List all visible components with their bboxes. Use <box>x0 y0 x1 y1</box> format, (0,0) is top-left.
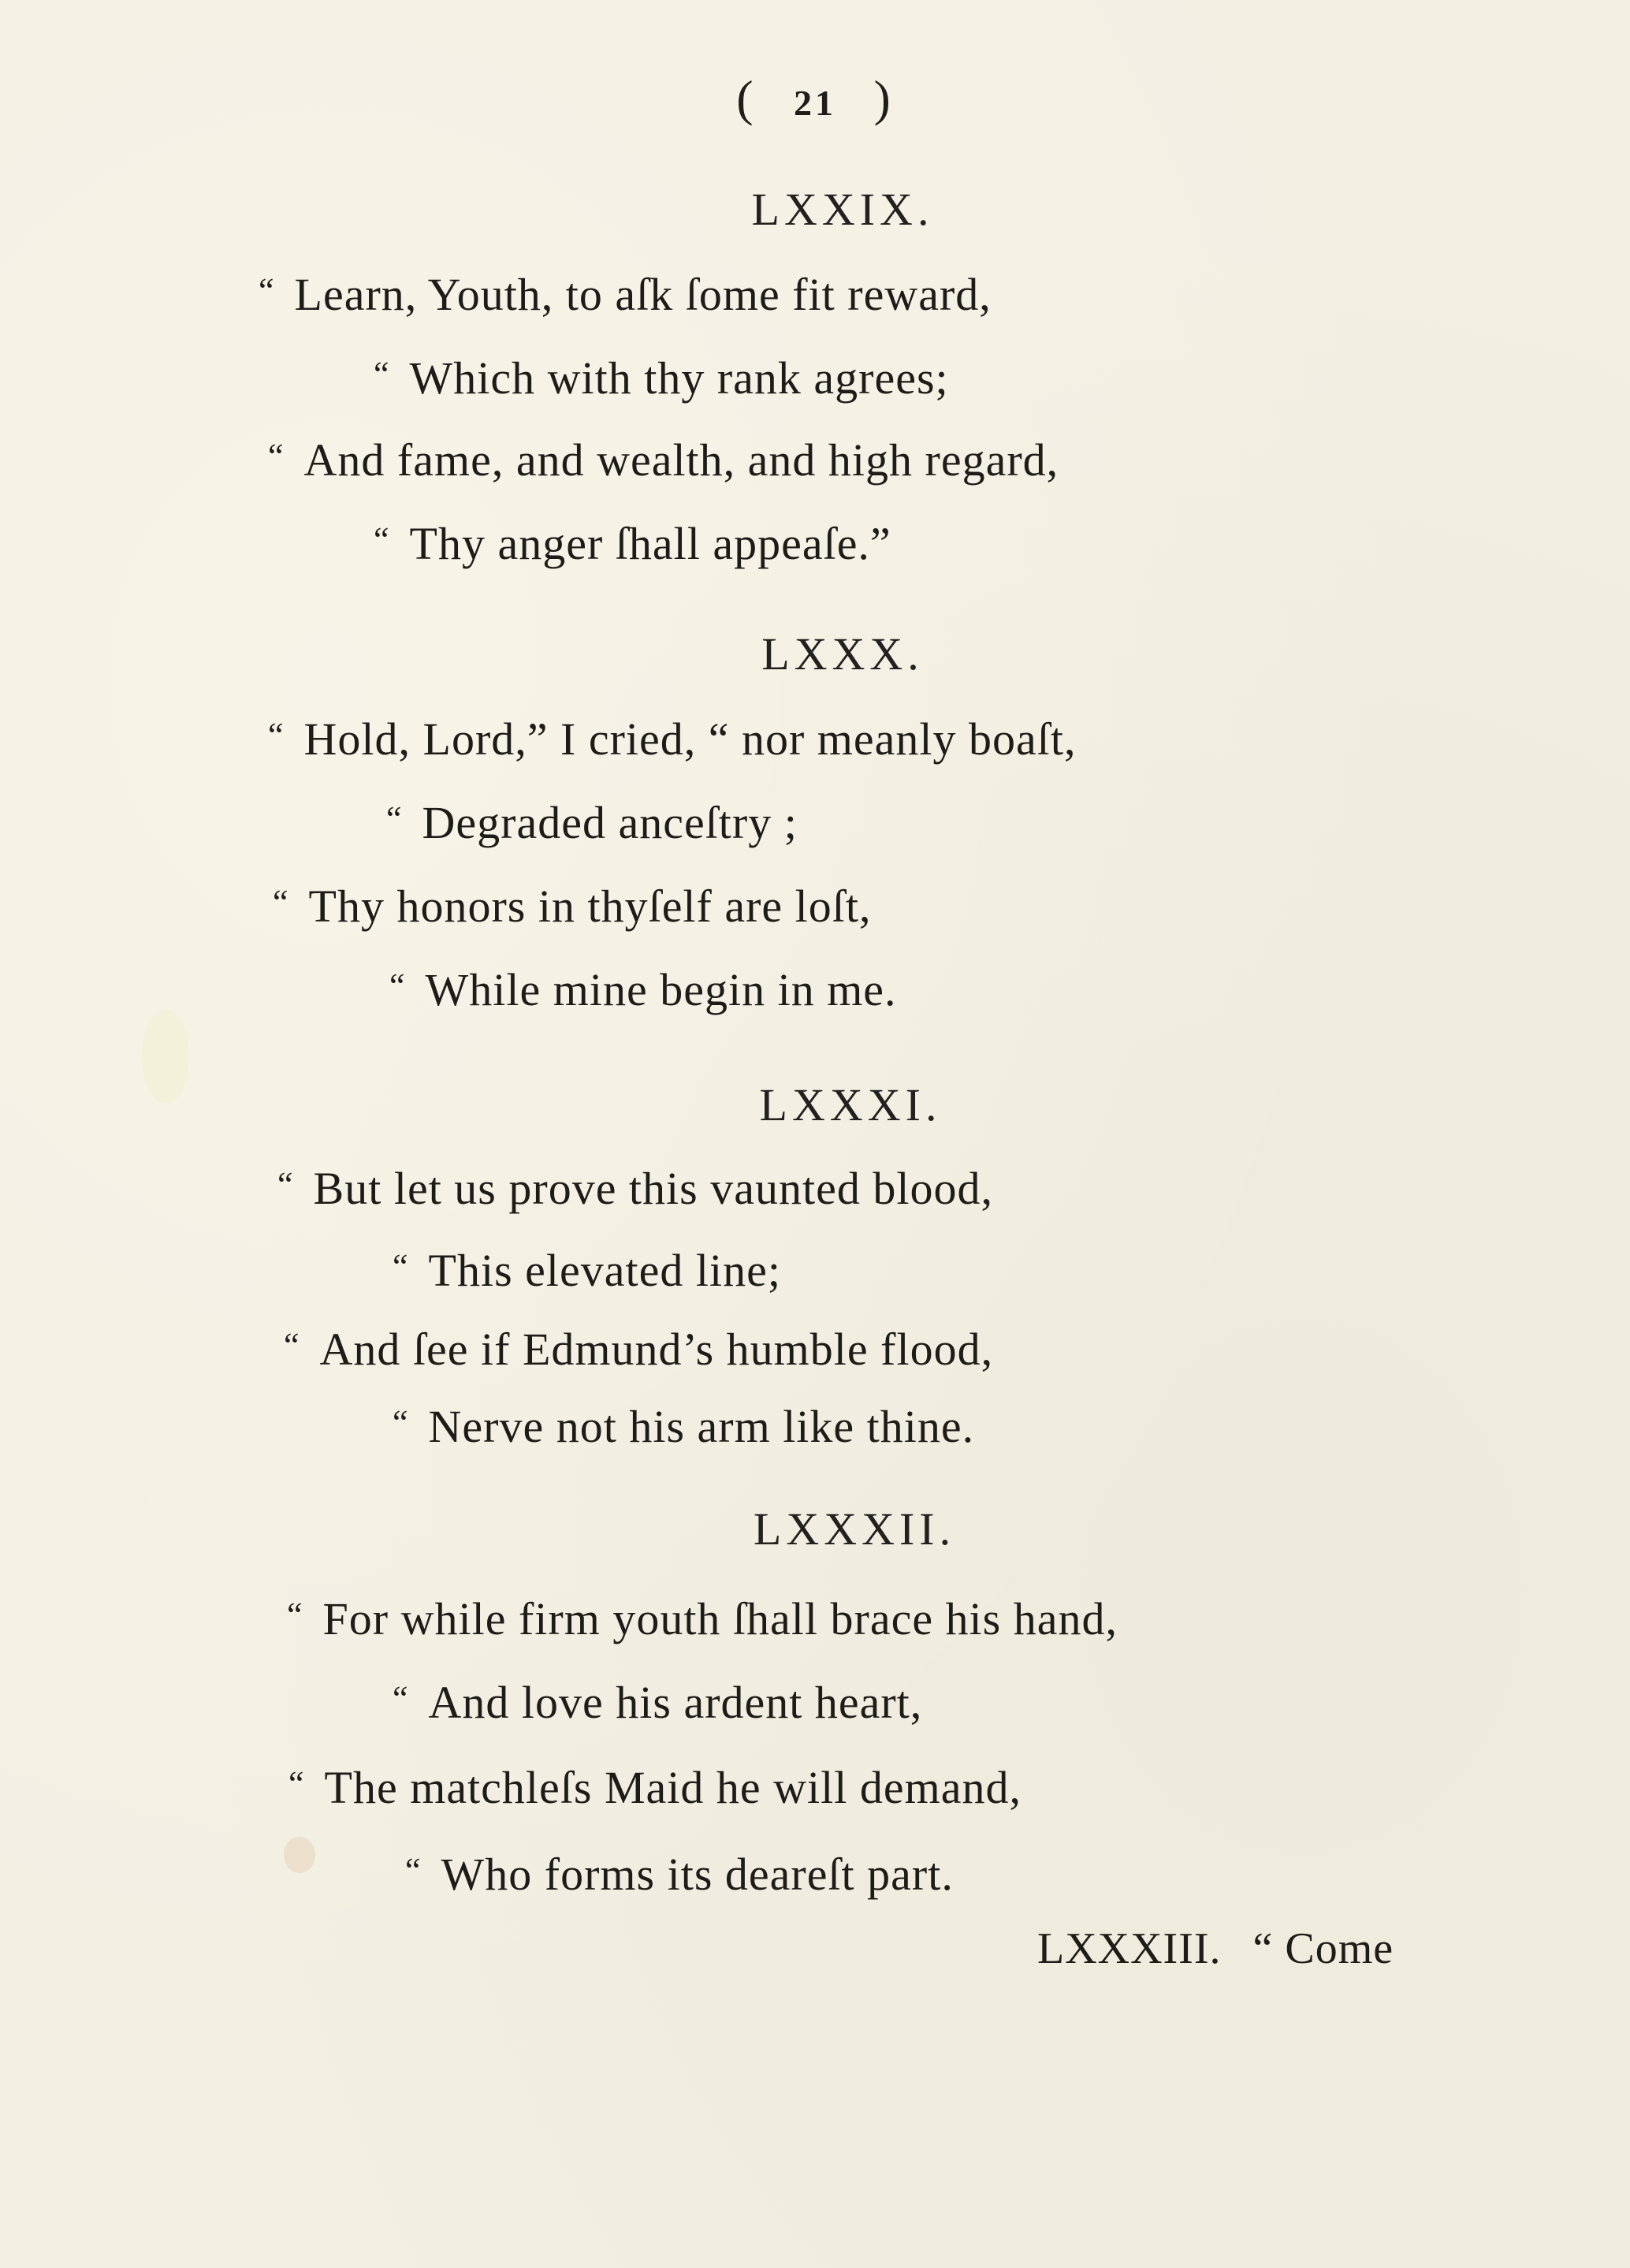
opening-quote: “ <box>287 1596 303 1634</box>
opening-quote: “ <box>393 1679 408 1718</box>
verse-text: While mine begin in me. <box>425 964 897 1015</box>
verse-line <box>259 268 992 321</box>
opening-quote: “ <box>259 271 274 310</box>
verse-text: This elevated line; <box>428 1245 781 1296</box>
verse-line <box>277 1162 993 1215</box>
verse-text: And ſee if Edmund’s humble flood, <box>319 1324 994 1375</box>
verse-line <box>393 1400 974 1453</box>
opening-quote: “ <box>393 1247 408 1286</box>
opening-quote: “ <box>374 520 389 559</box>
opening-quote: “ <box>393 1403 408 1442</box>
verse-text: The matchleſs Maid he will demand, <box>324 1762 1022 1813</box>
verse-line <box>393 1676 922 1729</box>
page-number-open-paren: ( <box>736 70 757 126</box>
verse-line <box>288 1761 1022 1814</box>
opening-quote: “ <box>268 716 284 754</box>
verse-line <box>287 1592 1118 1645</box>
catchword-numeral: LXXXIII. <box>1037 1924 1222 1973</box>
verse-text: For while firm youth ſhall brace his hand, <box>322 1593 1118 1644</box>
opening-quote: “ <box>374 355 389 393</box>
stanza-numeral: LXXX. <box>761 628 924 680</box>
verse-text: Learn, Youth, to aſk ſome fit reward, <box>294 269 992 320</box>
verse-text: But let us prove this vaunted blood, <box>313 1163 993 1214</box>
verse-line <box>273 880 872 933</box>
verse-text: And love his ardent heart, <box>428 1677 923 1728</box>
verse-line <box>393 1244 781 1297</box>
verse-text: Nerve not his arm like thine. <box>428 1401 975 1452</box>
page-number <box>0 69 1630 128</box>
verse-line <box>374 352 949 404</box>
opening-quote: “ <box>405 1851 421 1890</box>
verse-line <box>284 1323 993 1376</box>
paper-stain <box>284 1837 315 1873</box>
stanza-numeral: LXXIX. <box>751 184 934 235</box>
opening-quote: “ <box>389 966 405 1005</box>
opening-quote: “ <box>284 1326 300 1365</box>
verse-text: Thy honors in thyſelf are loſt, <box>308 881 872 932</box>
catchword-word: “ Come <box>1252 1924 1394 1973</box>
verse-line <box>268 434 1059 486</box>
page-number-value: 21 <box>794 83 836 123</box>
page-number-close-paren: ) <box>873 70 894 126</box>
verse-line <box>374 517 891 570</box>
opening-quote: “ <box>268 437 284 475</box>
verse-text: And fame, and wealth, and high regard, <box>303 434 1059 486</box>
verse-line <box>268 713 1077 765</box>
stanza-numeral: LXXXI. <box>759 1079 942 1130</box>
opening-quote: “ <box>288 1764 304 1803</box>
stanza-numeral: LXXXII. <box>753 1503 956 1555</box>
opening-quote: “ <box>273 883 288 922</box>
opening-quote: “ <box>386 799 402 838</box>
verse-line <box>386 796 798 849</box>
verse-text: Hold, Lord,” I cried, “ nor meanly boaſt, <box>303 713 1077 765</box>
verse-text: Degraded anceſtry ; <box>422 797 798 848</box>
verse-line <box>405 1848 954 1901</box>
verse-line <box>389 963 897 1016</box>
catchword <box>1037 1924 1394 1974</box>
verse-text: Thy anger ſhall appeaſe.” <box>409 518 891 569</box>
opening-quote: “ <box>277 1165 293 1204</box>
verse-text: Who forms its deareſt part. <box>441 1849 954 1900</box>
verse-text: Which with thy rank agrees; <box>409 352 949 404</box>
